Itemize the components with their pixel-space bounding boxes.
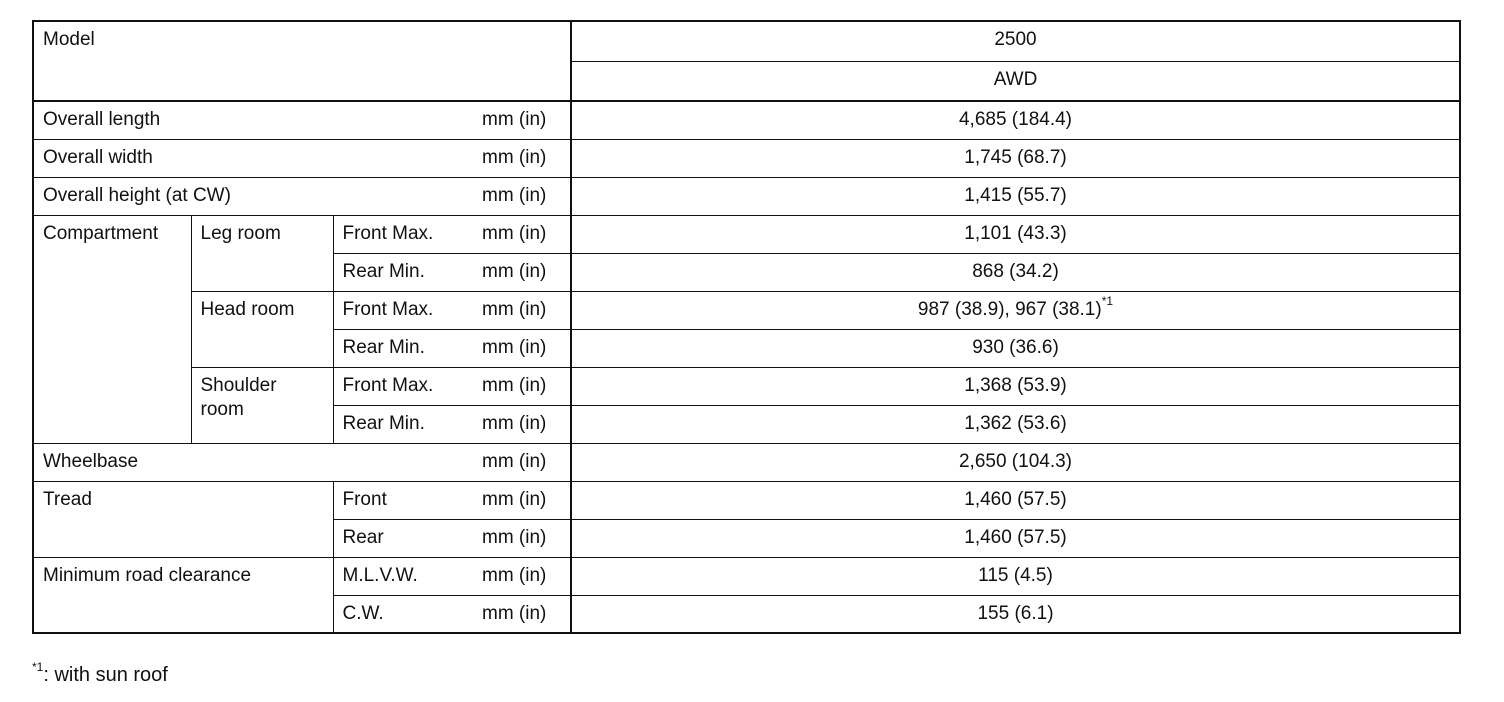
unit-cell: mm (in) — [474, 367, 571, 405]
overall-height-label: Overall height (at CW) — [33, 177, 474, 215]
overall-height-value: 1,415 (55.7) — [571, 177, 1460, 215]
footnote — [32, 662, 168, 688]
unit-cell: mm (in) — [474, 177, 571, 215]
mlvw-value: 115 (4.5) — [571, 557, 1460, 595]
shoulder-room-front-label: Front Max. — [333, 367, 474, 405]
table-row — [33, 443, 1460, 481]
leg-room-label: Leg room — [191, 215, 333, 291]
footnote-mark: *1 — [32, 660, 44, 675]
leg-room-rear-value: 868 (34.2) — [571, 253, 1460, 291]
spec-table-container — [32, 20, 1459, 634]
head-room-label: Head room — [191, 291, 333, 367]
table-row — [33, 481, 1460, 519]
head-room-front-value: 987 (38.9), 967 (38.1) — [917, 298, 1102, 320]
unit-cell: mm (in) — [474, 557, 571, 595]
table-row — [33, 367, 1460, 405]
leg-room-rear-label: Rear Min. — [333, 253, 474, 291]
tread-rear-value: 1,460 (57.5) — [571, 519, 1460, 557]
table-row — [33, 557, 1460, 595]
shoulder-room-rear-label: Rear Min. — [333, 405, 474, 443]
shoulder-room-label: Shoulder room — [191, 367, 333, 443]
model-value-cell: 2500 — [571, 21, 1460, 61]
head-room-rear-label: Rear Min. — [333, 329, 474, 367]
table-row — [33, 139, 1460, 177]
unit-cell: mm (in) — [474, 139, 571, 177]
head-room-rear-value: 930 (36.6) — [571, 329, 1460, 367]
table-row — [33, 21, 1460, 61]
cw-label: C.W. — [333, 595, 474, 633]
table-row — [33, 101, 1460, 139]
drive-value-cell: AWD — [571, 61, 1460, 101]
compartment-label: Compartment — [33, 215, 191, 443]
tread-rear-label: Rear — [333, 519, 474, 557]
head-room-front-value-cell — [571, 291, 1460, 329]
cw-value: 155 (6.1) — [571, 595, 1460, 633]
model-header-cell: Model — [33, 21, 571, 101]
footnote-text: : with sun roof — [43, 664, 168, 686]
overall-length-value: 4,685 (184.4) — [571, 101, 1460, 139]
unit-cell: mm (in) — [474, 253, 571, 291]
table-row — [33, 177, 1460, 215]
unit-cell: mm (in) — [474, 291, 571, 329]
unit-cell: mm (in) — [474, 215, 571, 253]
tread-front-value: 1,460 (57.5) — [571, 481, 1460, 519]
unit-cell: mm (in) — [474, 481, 571, 519]
table-row — [33, 291, 1460, 329]
leg-room-front-value: 1,101 (43.3) — [571, 215, 1460, 253]
unit-cell: mm (in) — [474, 405, 571, 443]
table-row — [33, 215, 1460, 253]
overall-width-label: Overall width — [33, 139, 474, 177]
head-room-front-label: Front Max. — [333, 291, 474, 329]
unit-cell: mm (in) — [474, 595, 571, 633]
overall-length-label: Overall length — [33, 101, 474, 139]
tread-front-label: Front — [333, 481, 474, 519]
unit-cell: mm (in) — [474, 443, 571, 481]
footnote-mark: *1 — [1101, 294, 1114, 309]
min-clearance-label: Minimum road clearance — [33, 557, 333, 633]
mlvw-label: M.L.V.W. — [333, 557, 474, 595]
unit-cell: mm (in) — [474, 519, 571, 557]
specifications-table — [32, 20, 1461, 634]
wheelbase-value: 2,650 (104.3) — [571, 443, 1460, 481]
overall-width-value: 1,745 (68.7) — [571, 139, 1460, 177]
wheelbase-label: Wheelbase — [33, 443, 474, 481]
shoulder-room-front-value: 1,368 (53.9) — [571, 367, 1460, 405]
unit-cell: mm (in) — [474, 101, 571, 139]
shoulder-room-rear-value: 1,362 (53.6) — [571, 405, 1460, 443]
tread-label: Tread — [33, 481, 333, 557]
unit-cell: mm (in) — [474, 329, 571, 367]
leg-room-front-label: Front Max. — [333, 215, 474, 253]
